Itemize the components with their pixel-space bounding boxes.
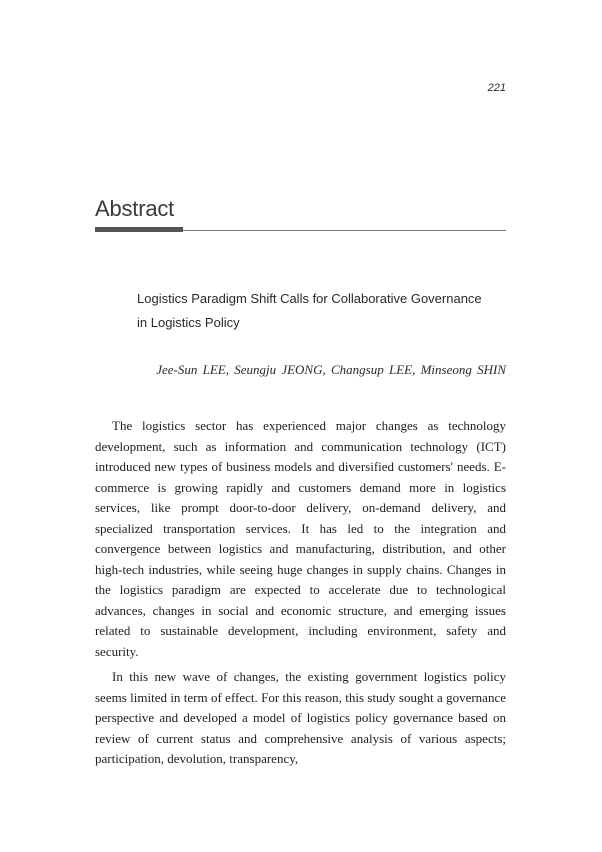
- section-heading-block: [95, 196, 506, 232]
- paper-title-line-2: in Logistics Policy: [137, 315, 240, 330]
- paper-authors: Jee-Sun LEE, Seungju JEONG, Changsup LEE, Minseong SHIN: [156, 362, 506, 377]
- abstract-body: [95, 416, 506, 775]
- section-heading: Abstract: [95, 196, 175, 221]
- paper-title: [137, 287, 517, 335]
- heading-rule: [95, 227, 506, 232]
- paper-title-line-1: Logistics Paradigm Shift Calls for Collaborative Governance: [137, 291, 482, 306]
- page-number: 221: [487, 82, 506, 94]
- abstract-paragraph-2: In this new wave of changes, the existing government logistics policy seems limited in term of effect. For this reason, this study sought a governance perspective and developed a model of logistics policy governance based on review of current status and comprehensive analysis of various aspects; participation, devolution, transparency,: [95, 669, 506, 766]
- heading-rule-accent: [95, 227, 183, 232]
- abstract-paragraph-1: The logistics sector has experienced major changes as technology development, such as information and communication technology (ICT) introduced new types of business models and diversified customers' needs. E-commerce is growing rapidly and customers demand more in logistics services, like prompt door-to-door delivery, on-demand delivery, and specialized transportation services. It has led to the integration and convergence between logistics and manufacturing, distribution, and other high-tech industries, while seeing huge changes in supply chains. Changes in the logistics paradigm are expected to accelerate due to technological advances, changes in social and economic structure, and emerging issues related to sustainable development, including environment, safety and security.: [95, 418, 506, 659]
